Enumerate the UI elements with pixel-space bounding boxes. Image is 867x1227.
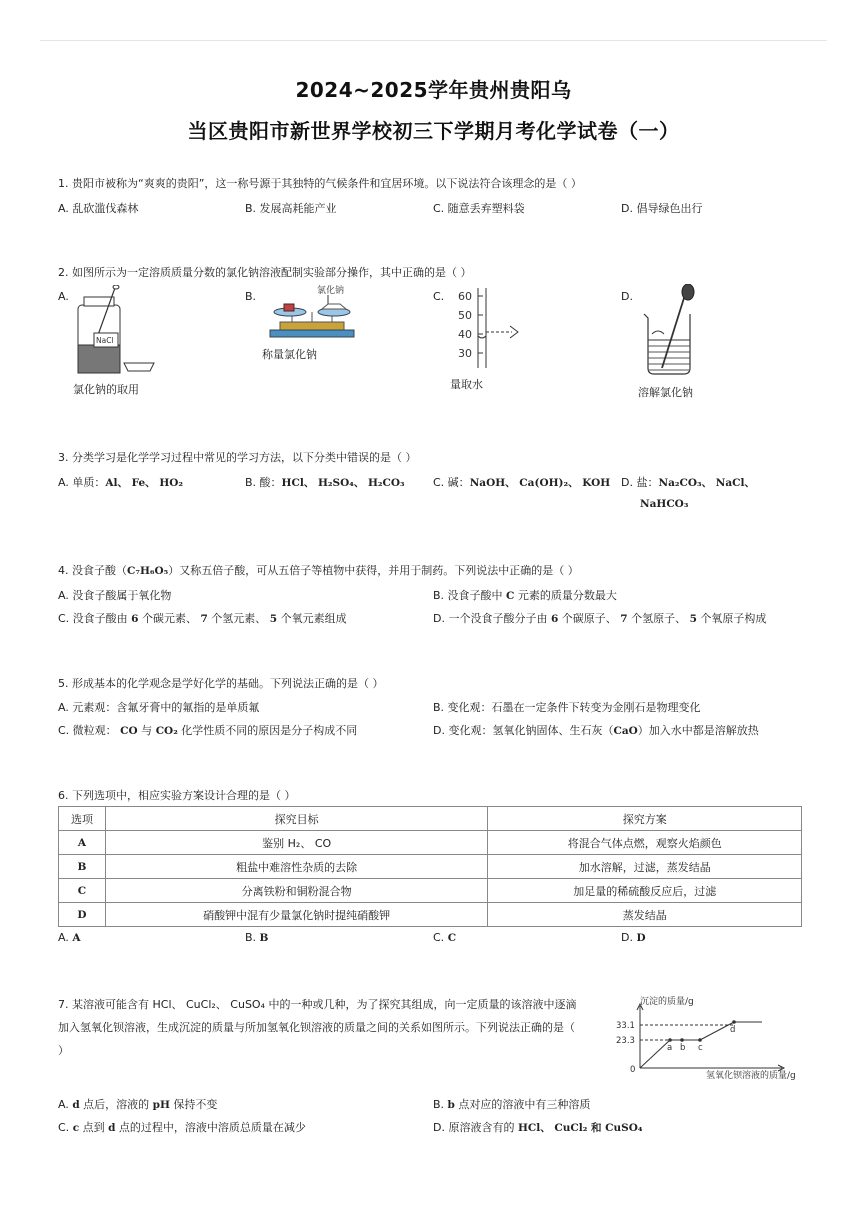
fig-d-beaker [640,284,700,379]
q5-stem: 5. 形成基本的化学观念是学好化学的基础。下列说法正确的是（ ） [58,677,384,690]
q7-precipitate-chart [612,992,812,1084]
q4-b-chem: C [506,590,515,602]
q7-option-d[interactable] [433,1119,642,1135]
q4-c-n3: 5 [269,613,278,625]
q4-d-pre: D. 一个没食子酸分子由 [433,612,551,625]
q1-option-c[interactable]: C. 随意丢弃塑料袋 [433,202,525,215]
q5-option-d[interactable] [433,722,759,738]
q7-c-mid: 点到 [79,1121,109,1134]
q4-d-mid2: 个氢原子、 [627,612,690,625]
q5-c-pre: C. 微粒观： [58,724,121,737]
q5-option-b[interactable]: B. 变化观：石墨在一定条件下转变为金刚石是物理变化 [433,701,701,714]
q3-d-chem-line2: NaHCO₃ [640,498,689,510]
q7-a-pre: A. [58,1098,73,1111]
table-header-cell: 选项 [59,807,106,831]
chart-origin: 0 [630,1065,636,1075]
q7-b-post: 点对应的溶液中有三种溶质 [454,1098,591,1111]
q3-a-prefix: A. 单质： [58,476,106,489]
q7-c-chem2: d [108,1122,116,1134]
table-header-cell: 探究方案 [488,807,802,831]
table-header-cell: 探究目标 [105,807,487,831]
table-row [59,855,802,879]
q7-d-pre: D. 原溶液含有的 [433,1121,518,1134]
q6-option-c[interactable] [433,931,456,944]
table-cell-target: 分离铁粉和铜粉混合物 [105,879,487,903]
chart-ytick-23: 23.3 [616,1036,635,1046]
q3-d-prefix: D. 盐： [621,476,659,489]
q3-b-chem: HCl、 H₂SO₄、 H₂CO₃ [281,477,405,489]
q3-c-prefix: C. 碱： [433,476,470,489]
q6-a-letter: A [72,932,81,944]
q1-option-b[interactable]: B. 发展高耗能产业 [245,202,337,215]
q5-d-post: ）加入水中都是溶解放热 [637,724,759,737]
q7-stem-line2: 加入氢氧化钡溶液，生成沉淀的质量与所加氢氧化钡溶液的质量之间的关系如图所示。下列说法正确的是（ [58,1021,575,1034]
q6-a-prefix: A. [58,931,73,944]
q4-d-n2: 7 [620,613,628,625]
q4-d-n3: 5 [689,613,697,625]
q6-c-letter: C [447,932,457,944]
fig-b-balance [262,282,362,342]
table-header-row [59,807,802,831]
q2-caption-a: 氯化钠的取用 [73,383,139,396]
q1-option-a[interactable]: A. 乱砍滥伐森林 [58,202,139,215]
q4-d-post: 个氧原子构成 [696,612,767,625]
q4-option-b[interactable] [433,587,617,603]
page-title-line2: 当区贵阳市新世界学校初三下学期月考化学试卷（一） [187,119,680,143]
fig-c-tick-60: 60 [458,290,472,303]
q6-option-d[interactable] [621,931,646,944]
q3-option-c[interactable] [433,474,610,490]
fig-a-label: NaCl [96,336,114,345]
q2-letter-a[interactable]: A. [58,290,69,303]
q7-c-chem1: c [72,1122,80,1134]
q6-option-a[interactable] [58,931,80,944]
q4-option-a[interactable]: A. 没食子酸属于氧化物 [58,589,172,602]
chart-ylabel: 沉淀的质量/g [640,997,694,1007]
q7-b-pre: B. [433,1098,448,1111]
page-title-line1: 2024~2025学年贵州贵阳乌 [295,78,572,102]
q5-c-post: 化学性质不同的原因是分子构成不同 [177,724,358,737]
q2-caption-b: 称量氯化钠 [262,348,317,361]
q7-b-chem: b [447,1099,455,1111]
table-cell-target: 粗盐中难溶性杂质的去除 [105,855,487,879]
fig-b-label: 氯化钠 [317,286,345,296]
table-cell-option: D [59,903,106,927]
chart-point-a: a [667,1043,673,1053]
q7-option-b[interactable] [433,1096,590,1112]
q2-caption-c: 量取水 [450,378,483,391]
table-cell-option: C [59,879,106,903]
table-row [59,879,802,903]
q5-c-chem2: CO₂ [155,725,178,737]
q1-option-d[interactable]: D. 倡导绿色出行 [621,202,703,215]
q7-d-chem: HCl、 CuCl₂ 和 CuSO₄ [517,1122,643,1134]
q6-option-b[interactable] [245,931,268,944]
q2-caption-d: 溶解氯化钠 [638,386,693,399]
chart-point-c: c [698,1043,703,1053]
chart-ytick-33: 33.1 [616,1021,635,1031]
q7-stem-line1: 7. 某溶液可能含有 HCl、 CuCl₂、 CuSO₄ 中的一种或几种，为了探究其组成，向一定质量的该溶液中逐滴 [58,998,577,1011]
q6-d-letter: D [636,932,646,944]
q5-d-chem: CaO [613,725,638,737]
q7-option-a[interactable] [58,1096,217,1112]
q5-option-c[interactable] [58,722,357,738]
q3-option-b[interactable] [245,474,405,490]
q5-c-chem1: CO [120,725,138,737]
q3-a-chem: Al、 Fe、 HO₂ [105,477,184,489]
q7-stem-line3: ） [58,1044,69,1057]
q4-c-n1: 6 [131,613,139,625]
chart-xlabel: 氢氧化钡溶液的质量/g [706,1071,796,1081]
table-cell-plan: 加足量的稀硫酸反应后，过滤 [488,879,802,903]
q7-c-post: 点的过程中，溶液中溶质总质量在减少 [115,1121,306,1134]
fig-c-cylinder [452,284,532,374]
q4-c-mid2: 个氢元素、 [207,612,270,625]
q3-b-prefix: B. 酸： [245,476,282,489]
fig-c-tick-30: 30 [458,347,472,360]
q4-option-c[interactable] [58,610,347,626]
q6-stem: 6. 下列选项中，相应实验方案设计合理的是（ ） [58,789,296,802]
chart-point-b: b [680,1043,686,1053]
table-cell-plan: 蒸发结晶 [488,903,802,927]
q4-b-pre: B. 没食子酸中 [433,589,507,602]
q3-stem: 3. 分类学习是化学学习过程中常见的学习方法，以下分类中错误的是（ ） [58,451,417,464]
table-cell-plan: 加水溶解，过滤，蒸发结晶 [488,855,802,879]
table-row [59,903,802,927]
fig-a-reagent-bottle [68,285,163,380]
table-row [59,831,802,855]
q7-a-chem2: pH [152,1099,170,1111]
top-rule [40,40,827,41]
q4-stem-post: ）又称五倍子酸，可从五倍子等植物中获得，并用于制药。下列说法中正确的是（ ） [168,564,579,577]
q7-a-post: 保持不变 [169,1098,218,1111]
q6-d-prefix: D. [621,931,637,944]
table-cell-target: 鉴别 H₂、 CO [105,831,487,855]
q4-stem-chem: C₇H₆O₅ [127,565,169,577]
table-cell-target: 硝酸钾中混有少量氯化钠时提纯硝酸钾 [105,903,487,927]
q3-c-chem: NaOH、 Ca(OH)₂、 KOH [469,477,611,489]
q4-c-pre: C. 没食子酸由 [58,612,132,625]
q4-option-d[interactable] [433,610,766,626]
q7-a-mid: 点后，溶液的 [79,1098,153,1111]
q5-option-a[interactable]: A. 元素观：含氟牙膏中的氟指的是单质氟 [58,701,260,714]
q6-b-letter: B [259,932,269,944]
q3-option-d[interactable] [621,474,755,490]
q2-letter-d[interactable]: D. [621,290,633,303]
q1-stem: 1. 贵阳市被称为“爽爽的贵阳”，这一称号源于其独特的气候条件和宜居环境。以下说法符合该理念的是（ ） [58,177,582,190]
q4-d-n1: 6 [550,613,559,625]
table-cell-plan: 将混合气体点燃，观察火焰颜色 [488,831,802,855]
q3-option-a[interactable] [58,474,183,490]
q5-d-pre: D. 变化观：氢氧化钠固体、生石灰（ [433,724,614,737]
table-cell-option: A [59,831,106,855]
q2-letter-b[interactable]: B. [245,290,257,303]
q4-d-mid1: 个碳原子、 [558,612,621,625]
q6-table [58,806,802,927]
q2-letter-c[interactable]: C. [433,290,445,303]
q6-c-prefix: C. [433,931,448,944]
q4-c-n2: 7 [200,613,208,625]
q3-d-chem: Na₂CO₃、 NaCl、 [658,477,755,489]
q7-a-chem1: d [72,1099,80,1111]
table-cell-option: B [59,855,106,879]
q4-stem-pre: 4. 没食子酸（ [58,564,127,577]
q7-c-pre: C. [58,1121,73,1134]
q4-stem [58,563,579,579]
q6-b-prefix: B. [245,931,260,944]
q2-stem: 2. 如图所示为一定溶质质量分数的氯化钠溶液配制实验部分操作，其中正确的是（ ） [58,266,472,279]
q4-c-post: 个氧元素组成 [277,612,347,625]
fig-c-tick-40: 40 [458,328,472,341]
q4-b-post: 元素的质量分数最大 [514,589,617,602]
chart-point-d: d [730,1025,736,1035]
q5-c-mid: 与 [137,724,156,737]
fig-c-tick-50: 50 [458,309,472,322]
q7-option-c[interactable] [58,1119,306,1135]
q4-c-mid1: 个碳元素、 [138,612,201,625]
